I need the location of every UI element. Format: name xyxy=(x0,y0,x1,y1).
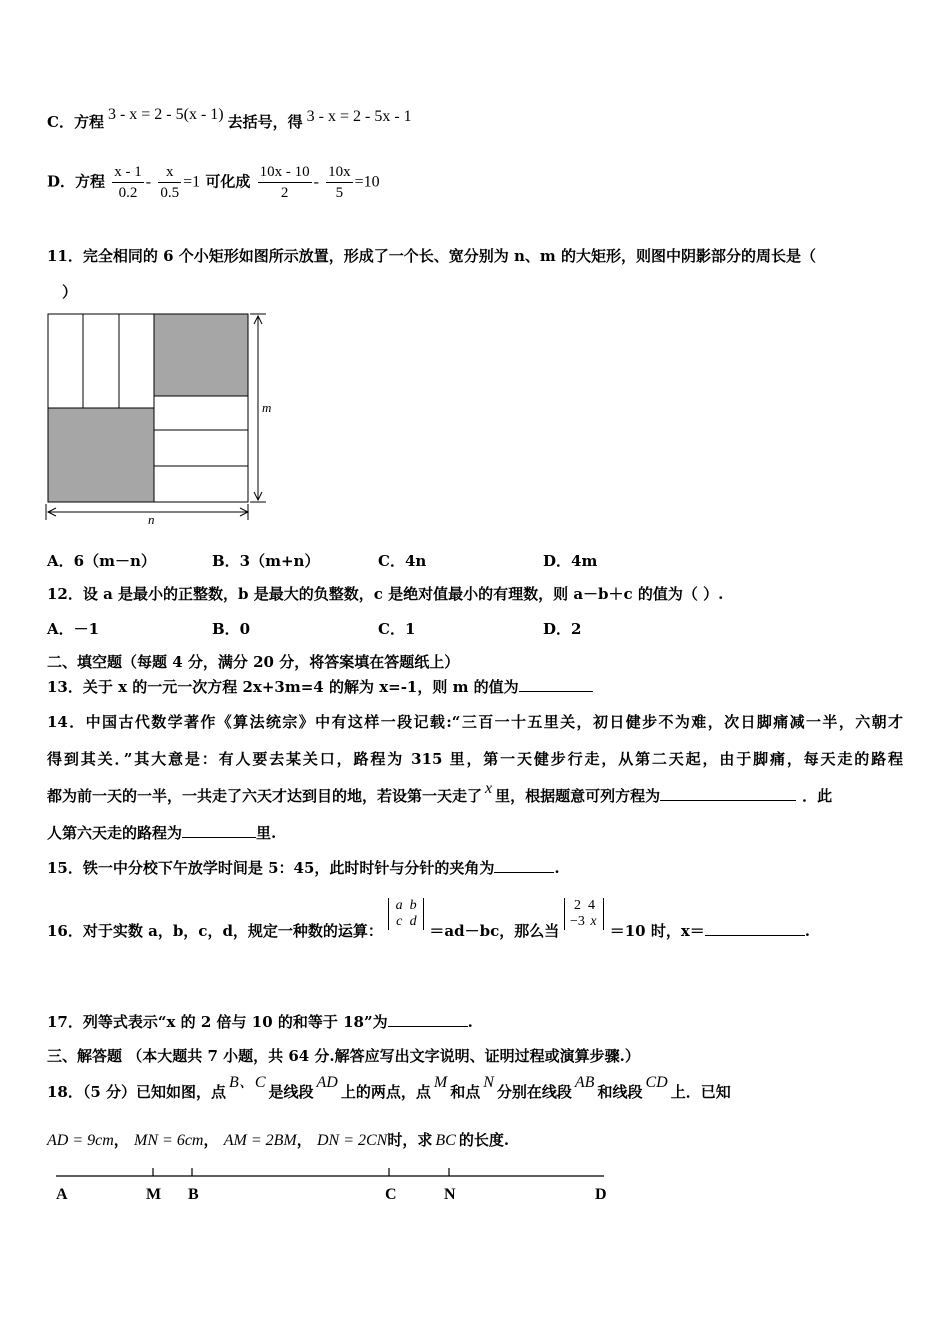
det-cell: x xyxy=(590,914,597,929)
q16-text-c: ＝10 时，x＝ xyxy=(609,922,705,940)
label-n: n xyxy=(148,512,155,527)
shaded-region-top-right xyxy=(154,314,248,396)
q18-cond-dn: DN = 2CN xyxy=(316,1132,388,1149)
det-cell: 4 xyxy=(587,898,595,913)
frac-den: 0.2 xyxy=(118,185,138,201)
q12-option-c[interactable]: C．1 xyxy=(378,620,416,638)
comma: ， xyxy=(203,1131,219,1149)
q17-answer-blank[interactable] xyxy=(388,1012,468,1027)
comma: ， xyxy=(113,1131,129,1149)
q13 xyxy=(47,677,593,697)
section-3-heading: 三、解答题 （本大题共 7 小题，共 64 分.解答应写出文字说明、证明过程或演算步骤.） xyxy=(47,1047,640,1065)
point-label-d: D xyxy=(595,1186,607,1203)
q10-c-label: C．方程 xyxy=(47,113,104,131)
q18-cond-ad: AD = 9cm xyxy=(47,1132,114,1149)
q14-line4-b: 里. xyxy=(256,824,277,842)
q18-text-d: 和点 xyxy=(450,1083,481,1101)
q18-segment-figure xyxy=(40,1160,630,1210)
q18-text-f: 和线段 xyxy=(597,1083,643,1101)
q18-points-bc: B、C xyxy=(229,1074,266,1091)
q18-seg-ad: AD xyxy=(316,1074,338,1091)
q10-d-frac1 xyxy=(112,162,144,203)
q11-stem: 11．完全相同的 6 个小矩形如图所示放置，形成了一个长、宽分别为 n、m 的大矩形，则图中阴影部分的周长是（ xyxy=(47,247,816,265)
det-cell: −3 xyxy=(570,914,585,929)
q18-point-n: N xyxy=(483,1074,494,1091)
q18-cond-mn: MN = 6cm xyxy=(134,1132,204,1149)
frac-num: x xyxy=(158,162,181,183)
q10-d-mid: 可化成 xyxy=(205,172,251,191)
det-cell: 2 xyxy=(573,898,581,913)
point-label-b: B xyxy=(188,1186,199,1203)
q18-cond-am: AM = 2BM xyxy=(223,1132,297,1149)
q10-option-d: D．方程 $\frac{x - 1}{0.2}$ - $\frac{x}{0.5}$ =1 可化成 $\frac{10x - 10}{2}$ - $\frac{10x}{5}$ =10 xyxy=(47,164,380,201)
q13-answer-blank[interactable] xyxy=(519,677,593,692)
q11-stem-end: ） xyxy=(62,283,78,301)
q14-line3-a: 都为前一天的一半，一共走了六天才达到目的地，若设第一天走了 xyxy=(47,787,483,805)
frac-den: 0.5 xyxy=(160,185,180,201)
frac-num: 10x - 10 xyxy=(258,162,312,183)
q16-determinant-values xyxy=(564,898,604,930)
q15-answer-blank[interactable] xyxy=(494,858,554,873)
q13-text: 13．关于 x 的一元一次方程 2x+3m=4 的解为 x=-1，则 m 的值为 xyxy=(47,678,519,696)
q11-option-b[interactable]: B．3（m+n） xyxy=(212,552,320,570)
q12-option-d[interactable]: D．2 xyxy=(543,620,582,638)
q11-option-d[interactable]: D．4m xyxy=(543,552,598,570)
q16-text-b: ＝ad－bc，那么当 xyxy=(429,922,560,940)
q18-line1 xyxy=(47,1074,731,1103)
q14-line3 xyxy=(47,780,833,807)
q12-option-b[interactable]: B．0 xyxy=(212,620,251,638)
q17: 17．列等式表示“x 的 2 倍与 10 的和等于 18”为 . xyxy=(47,1013,473,1031)
q14-line3-b: 里，根据题意可列方程为 xyxy=(495,787,661,805)
q18-seg-ab: AB xyxy=(574,1074,595,1091)
q12-option-a[interactable]: A．－1 xyxy=(47,620,100,638)
frac-den: 2 xyxy=(280,185,289,201)
frac-num: x - 1 xyxy=(112,162,144,183)
point-label-n: N xyxy=(444,1186,456,1203)
q18-text-c: 上的两点，点 xyxy=(340,1083,431,1101)
comma: ， xyxy=(296,1131,312,1149)
label-m: m xyxy=(262,400,272,415)
det-cell: c xyxy=(396,914,403,929)
q12-stem: 12．设 a 是最小的正整数，b 是最大的负整数，c 是绝对值最小的有理数，则 a－b＋c 的值为（ ）. xyxy=(47,585,724,603)
q10-c-result: 3 - x = 2 - 5x - 1 xyxy=(306,108,412,125)
q16-determinant-abcd xyxy=(388,898,424,930)
q18-line2 xyxy=(47,1130,509,1151)
q18-point-m: M xyxy=(433,1074,448,1091)
q10-d-label: D．方程 xyxy=(47,172,106,191)
q14-equation-blank[interactable] xyxy=(660,786,796,801)
q10-c-mid: 去括号，得 xyxy=(227,113,303,131)
q11-option-a[interactable]: A．6（m－n） xyxy=(47,552,156,570)
q15: 15．铁一中分校下午放学时间是 5：45，此时时针与分针的夹角为 . xyxy=(47,859,560,877)
q11-option-c[interactable]: C．4n xyxy=(378,552,427,570)
q18-tail2: 的长度. xyxy=(458,1131,510,1149)
point-label-m: M xyxy=(146,1186,162,1203)
q14-line4-a: 人第六天走的路程为 xyxy=(47,824,183,842)
section-2-heading: 二、填空题（每题 4 分，满分 20 分，将答案填在答题纸上） xyxy=(47,653,460,671)
q14-day6-blank[interactable] xyxy=(182,823,256,838)
q10-d-eq1: =1 xyxy=(183,173,201,191)
frac-den: 5 xyxy=(335,185,344,201)
det-cell: d xyxy=(409,914,417,929)
q18-tail1: 时，求 xyxy=(387,1131,433,1149)
q17-text: 17．列等式表示“x 的 2 倍与 10 的和等于 18”为 xyxy=(47,1013,388,1031)
q14-var-x: x xyxy=(485,780,493,797)
shaded-region-bottom-left xyxy=(48,408,154,502)
q14-line4 xyxy=(47,823,276,843)
q18-text-e: 分别在线段 xyxy=(496,1083,572,1101)
q14-line3-c: ．此 xyxy=(802,787,833,805)
q10-c-equation: 3 - x = 2 - 5(x - 1) xyxy=(107,106,224,123)
det-cell: b xyxy=(409,898,417,913)
q11-figure xyxy=(40,308,280,532)
q10-d-frac3 xyxy=(258,162,312,203)
q16: 16．对于实数 a，b，c，d，规定一种数的运算： a b c d ＝ad－bc，那么当 2 4 −3 x ＝10 时，x＝ . xyxy=(47,898,810,940)
q10-option-c xyxy=(47,106,412,133)
q14-line1: 14．中国古代数学著作《算法统宗》中有这样一段记载:“三百一十五里关，初日健步不为难，次日脚痛减一半，六朝才 xyxy=(47,713,903,731)
q15-text: 15．铁一中分校下午放学时间是 5：45，此时时针与分针的夹角为 xyxy=(47,859,495,877)
q18-text-a: 18．（5 分）已知如图，点 xyxy=(47,1083,227,1101)
q16-text-a: 16．对于实数 a，b，c，d，规定一种数的运算： xyxy=(47,922,383,940)
q10-d-frac2 xyxy=(158,162,181,203)
q18-seg-bc: BC xyxy=(435,1132,456,1149)
q18-seg-cd: CD xyxy=(645,1074,668,1091)
point-label-c: C xyxy=(385,1186,397,1203)
q14-line2: 得到其关．”其大意是：有人要去某关口，路程为 315 里，第一天健步行走，从第二天起，由于脚痛，每天走的路程 xyxy=(47,750,903,768)
det-cell: a xyxy=(395,898,403,913)
frac-num: 10x xyxy=(326,162,353,183)
q18-text-b: 是线段 xyxy=(268,1083,314,1101)
point-label-a: A xyxy=(56,1186,68,1203)
q10-d-frac4 xyxy=(326,162,353,203)
q16-answer-blank[interactable] xyxy=(705,921,805,936)
q10-d-eq2: =10 xyxy=(354,173,380,191)
q18-text-g: 上．已知 xyxy=(670,1083,731,1101)
